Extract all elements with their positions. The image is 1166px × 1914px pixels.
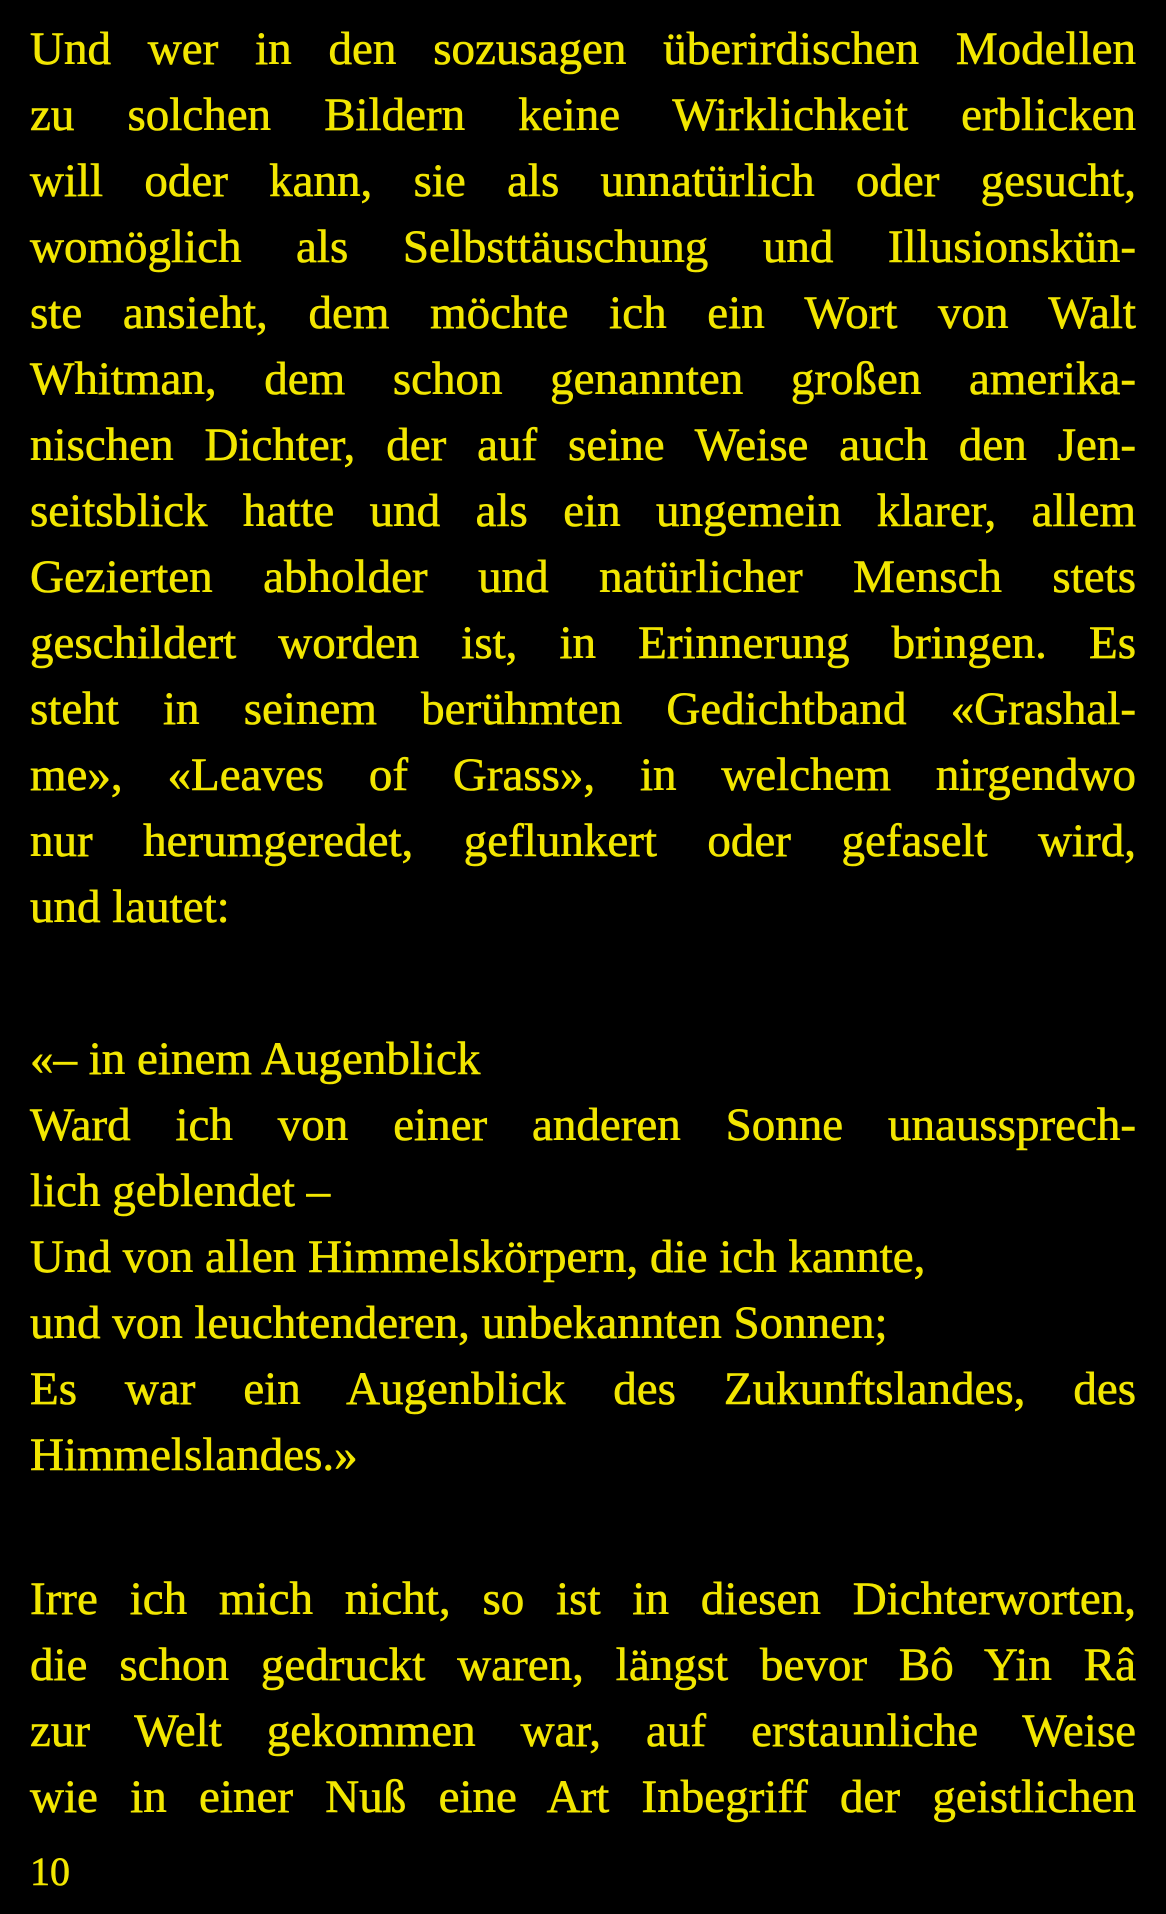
verse-line: Himmelslandes.» xyxy=(30,1429,358,1481)
text-line: nur herumgeredet, geflunkert oder gefaselt wird, xyxy=(30,815,1136,867)
text-line: me», «Leaves of Grass», in welchem nirgendwo xyxy=(30,749,1136,801)
text-line: seitsblick hatte und als ein ungemein klarer, allem xyxy=(30,485,1136,537)
paragraph-2 xyxy=(30,1566,1136,1830)
verse-line: und von leuchtenderen, unbekannten Sonnen; xyxy=(30,1297,888,1349)
text-line: will oder kann, sie als unnatürlich oder gesucht, xyxy=(30,155,1136,207)
verse-line: «– in einem Augenblick xyxy=(30,1033,481,1085)
text-line: Irre ich mich nicht, so ist in diesen Dichterworten, xyxy=(30,1573,1136,1625)
text-line: geschildert worden ist, in Erinnerung bringen. Es xyxy=(30,617,1136,669)
text-line: nischen Dichter, der auf seine Weise auch den Jen- xyxy=(30,419,1136,471)
text-line: steht in seinem berühmten Gedichtband «Grashal- xyxy=(30,683,1136,735)
text-line: die schon gedruckt waren, längst bevor Bô Yin Râ xyxy=(30,1639,1136,1691)
poem-quote xyxy=(30,1026,1136,1488)
text-line: womöglich als Selbsttäuschung und Illusionskün- xyxy=(30,221,1136,273)
text-line: Whitman, dem schon genannten großen amerika- xyxy=(30,353,1136,405)
page-number: 10 xyxy=(30,1849,70,1894)
text-line: Gezierten abholder und natürlicher Mensch stets xyxy=(30,551,1136,603)
text-line: und lautet: xyxy=(30,881,230,933)
text-line: ste ansieht, dem möchte ich ein Wort von Walt xyxy=(30,287,1136,339)
text-line: zu solchen Bildern keine Wirklichkeit erblicken xyxy=(30,89,1136,141)
text-line: wie in einer Nuß eine Art Inbegriff der geistlichen xyxy=(30,1771,1136,1823)
text-line: Und wer in den sozusagen überirdischen Modellen xyxy=(30,23,1136,75)
verse-line: Und von allen Himmelskörpern, die ich kannte, xyxy=(30,1231,926,1283)
text-line: zur Welt gekommen war, auf erstaunliche Weise xyxy=(30,1705,1136,1757)
paragraph-1 xyxy=(30,16,1136,940)
verse-line: Es war ein Augenblick des Zukunftslandes, des xyxy=(30,1363,1136,1415)
verse-line: lich geblendet – xyxy=(30,1165,331,1217)
verse-line: Ward ich von einer anderen Sonne unaussprech- xyxy=(30,1099,1136,1151)
